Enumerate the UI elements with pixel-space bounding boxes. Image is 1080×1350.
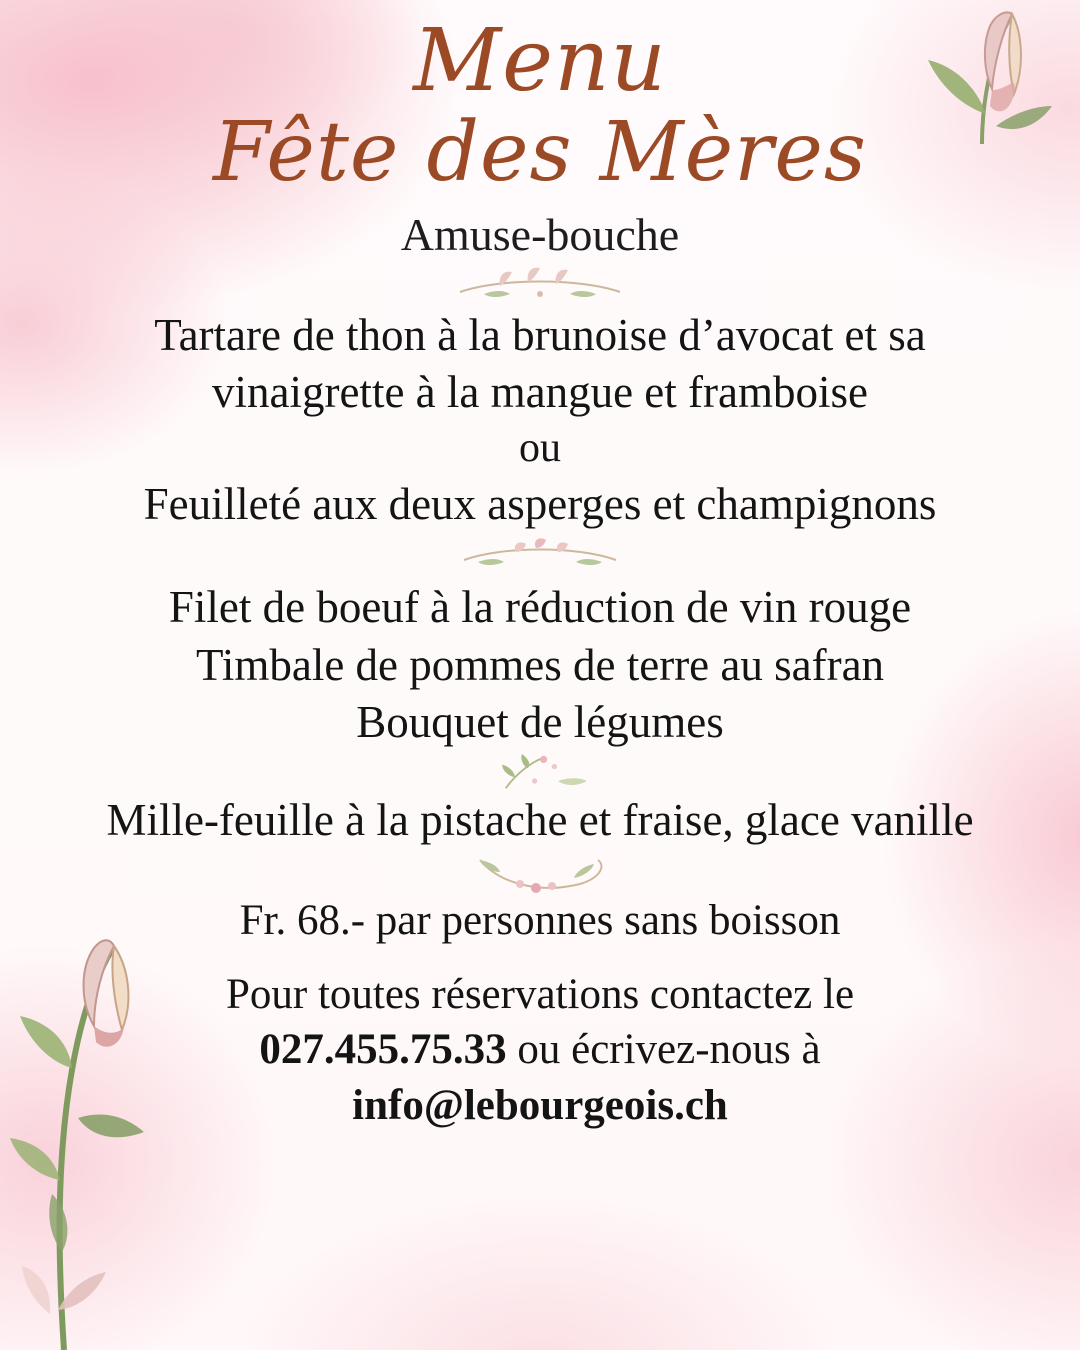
starter-course: [0, 307, 1080, 534]
starter-or: ou: [519, 424, 561, 471]
floral-sprig-divider-icon: [450, 752, 630, 792]
contact-phone[interactable]: 027.455.75.33: [259, 1026, 507, 1074]
main-line-2: Timbale de pommes de terre au safran: [195, 639, 885, 690]
starter-line-2: vinaigrette à la mangue et framboise: [212, 367, 868, 418]
main-course: [0, 579, 1080, 752]
starter-line-1: Tartare de thon à la brunoise d’avocat et sa: [154, 309, 926, 360]
price-line: Fr. 68.- par personnes sans boisson: [239, 896, 841, 944]
amuse-bouche-label: Amuse-bouche: [400, 209, 680, 261]
floral-branch-divider-2-icon: [440, 533, 640, 579]
dessert-line: Mille-feuille à la pistache et fraise, glace vanille: [106, 795, 974, 845]
contact-block: [0, 967, 1080, 1135]
floral-branch-divider-icon: [440, 261, 640, 307]
floral-swirl-divider-icon: [440, 850, 640, 896]
starter-alternative: Feuilleté aux deux asperges et champignons: [143, 478, 937, 529]
main-line-3: Bouquet de légumes: [356, 697, 724, 748]
page-title: Menu: [413, 11, 667, 111]
contact-email[interactable]: info@lebourgeois.ch: [352, 1082, 728, 1130]
dessert-course: [0, 792, 1080, 850]
contact-line-1: Pour toutes réservations contactez le: [225, 970, 855, 1018]
page-subtitle-occasion: Fête des Mères: [213, 105, 867, 200]
contact-line-2: [0, 1022, 1080, 1078]
main-line-1: Filet de boeuf à la réduction de vin rouge: [168, 582, 912, 633]
contact-line-2-rest: ou écrivez-nous à: [506, 1026, 821, 1074]
